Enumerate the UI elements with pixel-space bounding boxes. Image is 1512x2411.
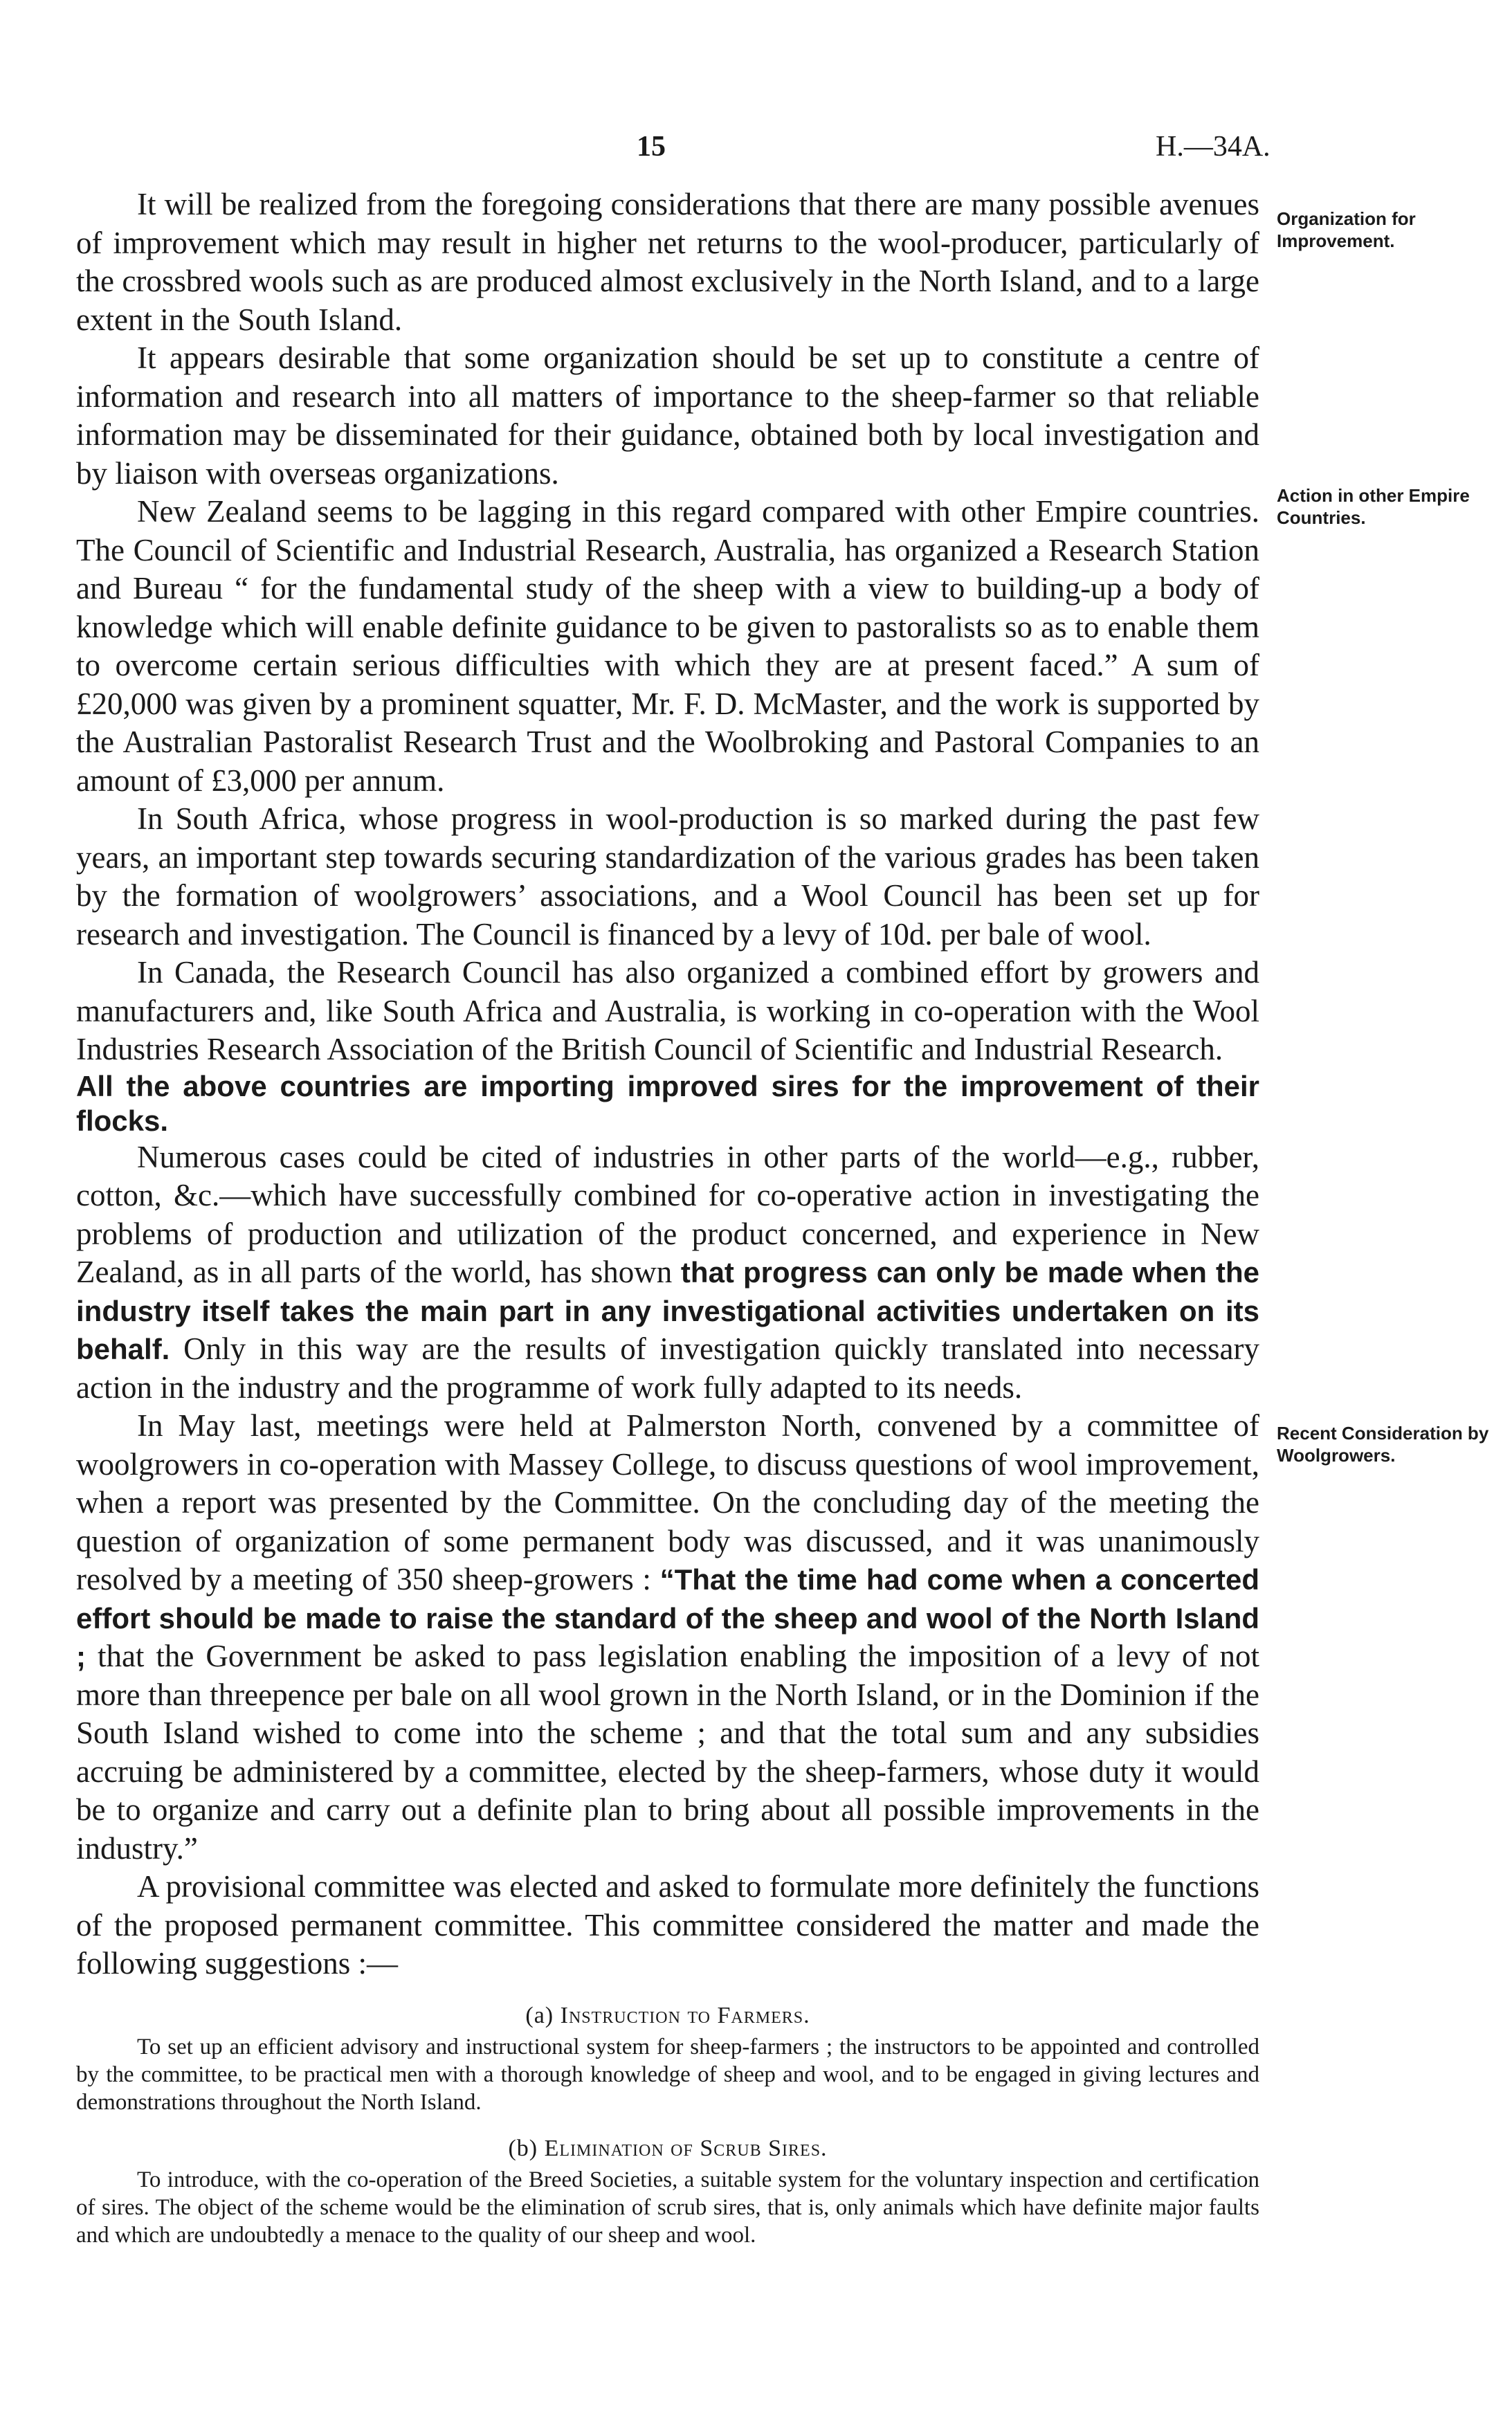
paragraph-cooperative-action-emphasis: that progress can only be made when the industry itself takes the main part in any investigational activities undertaken on its behalf. (76, 1256, 1259, 1365)
resolution-emphasis: “That the time had come when a concerted effort should be made to raise the standard of the sheep and wool of the North Island ; (76, 1563, 1259, 1673)
suggestion-b-heading (76, 2136, 1259, 2162)
suggestion-a-heading (76, 2003, 1259, 2029)
paragraph-australia: New Zealand seems to be lagging in this regard compared with other Empire countries. The Council of Scientific and Industrial Research, Australia, has organized a Research Station and Bureau “ for the fundamental study of the sheep with a view to building-up a body of knowledge which will enable definite guidance to be given to pastoralists so as to enable them to overcome certain serious difficulties with which they are at present faced.” A sum of £20,000 was given by a prominent squatter, Mr. F. D. McMaster, and the work is supported by the Australian Pastoralist Research Trust and the Woolbroking and Pastoral Companies to an amount of £3,000 per annum. (76, 494, 1259, 798)
paragraph-provisional-committee: A provisional committee was elected and asked to formulate more definitely the functions of the proposed permanent committee. This committee considered the matter and made the following suggestions :— (76, 1869, 1259, 1981)
suggestion-b-title: Elimination of Scrub Sires. (544, 2135, 828, 2161)
paragraph-palmerston-north-text: In May last, meetings were held at Palmerston North, convened by a committee of woolgrowers in co-operation with Massey College, to discuss questions of wool improvement, when a report was presented by the Committee. On the concluding day of the meeting the question of organization of some permanent body was discussed, and it was unanimously resolved by a meeting of 350 sheep-growers : (76, 1408, 1259, 1596)
paragraph-cooperative-action-text: Numerous cases could be cited of industries in other parts of the world—e.g., rubber, cotton, &c.—which have successfully combined for co-operative action in investigating the problems of production and utilization of the product concerned, and experience in New Zealand, as in all parts of the world, has shown (76, 1139, 1259, 1289)
suggestion-b-label: (b) (508, 2135, 538, 2161)
suggestion-a-title: Instruction to Farmers. (560, 2002, 810, 2028)
margin-note-woolgrowers: Recent Consideration by Woolgrowers. (1277, 1423, 1489, 1466)
paragraph-improvement: It will be realized from the foregoing considerations that there are many possible avenues of improvement which may result in higher net returns to the wool-producer, particularly of the crossbred wools such as are produced almost exclusively in the North Island, and to a large extent in the South Island. (76, 187, 1259, 337)
paragraph-south-africa: In South Africa, whose progress in wool-production is so marked during the past few years, an important step towards securing standardization of the various grades has been taken by the formation of woolgrowers’ associations, and a Wool Council has been set up for research and investigation. The Council is financed by a levy of 10d. per bale of wool. (76, 801, 1259, 952)
suggestion-b-text: To introduce, with the co-operation of the Breed Societies, a suitable system for the voluntary inspection and certification of sires. The object of the scheme would be the elimination of scrub sires, that is, only animals which have definite major faults and which are undoubtedly a menace to the quality of our sheep and wool. (76, 2167, 1259, 2248)
margin-note-empire-countries: Action in other Empire Countries. (1277, 485, 1470, 528)
paragraph-canada: In Canada, the Research Council has also organized a combined effort by growers and manufacturers and, like South Africa and Australia, is working in co-operation with the Wool Industries Research Association of the British Council of Scientific and Industrial Research. (76, 955, 1259, 1066)
paragraph-palmerston-north (76, 1407, 1259, 1868)
paragraph-cooperative-action-tail: Only in this way are the results of investigation quickly translated into necessary action in the industry and the programme of work fully adapted to its needs. (76, 1331, 1259, 1405)
paragraph-organization: It appears desirable that some organization should be set up to constitute a centre of information and research into all matters of importance to the sheep-farmer so that reliable information may be disseminated for their guidance, obtained both by local investigation and by liaison with overseas organizations. (76, 340, 1259, 491)
page-number: 15 (637, 131, 666, 163)
paragraph-improved-sires: All the above countries are importing improved sires for the improvement of their flocks. (76, 1069, 1259, 1137)
suggestion-a-label: (a) (525, 2002, 554, 2028)
suggestion-a-text: To set up an efficient advisory and instructional system for sheep-farmers ; the instructors to be appointed and controlled by the committee, to be practical men with a thorough knowledge of sheep and wool, and to be engaged in giving lectures and demonstrations throughout the North Island. (76, 2034, 1259, 2115)
margin-note-organization: Organization for Improvement. (1277, 208, 1416, 251)
paragraph-cooperative-action (76, 1138, 1259, 1408)
resolution-tail: that the Government be asked to pass legislation enabling the imposition of a levy of not more than threepence per bale on all wool grown in the North Island, or in the Dominion if the South Island wished to come into the scheme ; and that the total sum and any subsidies accruing be administered by a committee, elected by the sheep-farmers, whose duty it would be to organize and carry out a definite plan to bring about all possible improvements in the industry.” (76, 1639, 1259, 1866)
body-text (76, 185, 1259, 2249)
document-reference: H.—34A. (1156, 131, 1270, 163)
